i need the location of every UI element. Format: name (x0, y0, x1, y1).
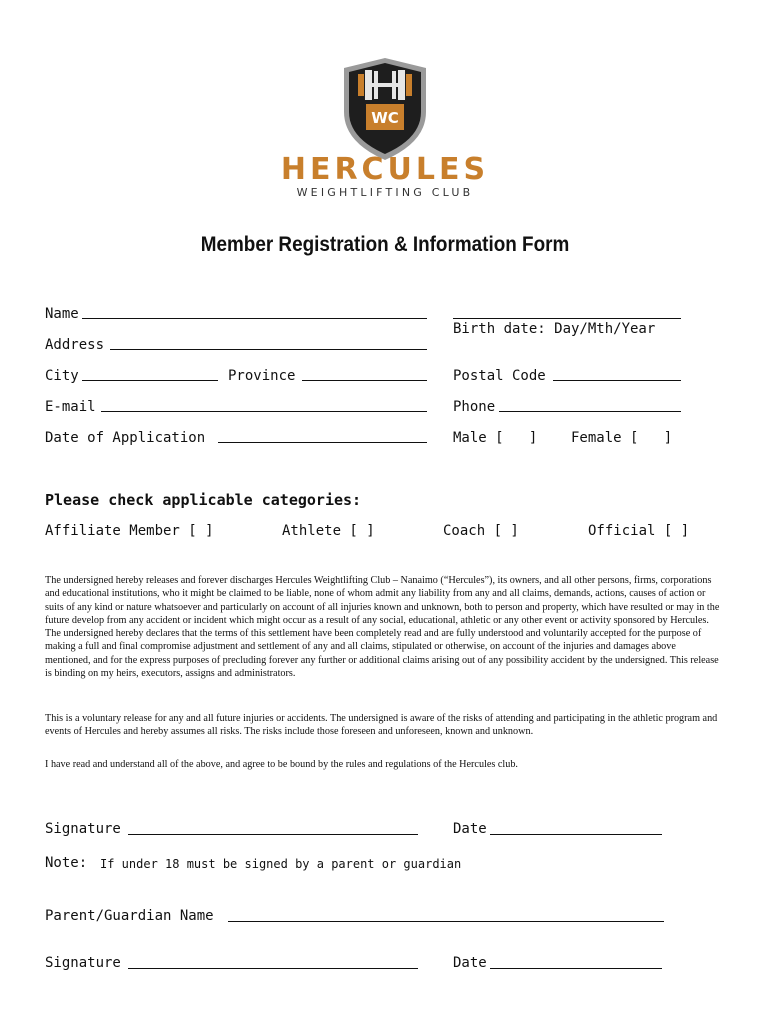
guardian-date-label: Date (453, 955, 487, 971)
signature-label: Signature (45, 821, 121, 837)
email-field[interactable] (101, 411, 427, 412)
address-field[interactable] (110, 349, 427, 350)
male-checkbox[interactable]: Male [ ] (453, 430, 538, 446)
email-label: E-mail (45, 399, 96, 415)
province-field[interactable] (302, 380, 427, 381)
release-paragraph: The undersigned hereby releases and forever discharges Hercules Weightlifting Club – Nanaimo (“Hercules”), its owners, and all other persons, firms, corporations and educational institutions, who it might be claimed to be liable, none of whom admit any liability from any and all claims, demands, actions, causes of action or suits of any kind or nature whatsoever and particularly on account of all injuries known and unknown, both to person and property, which have resulted or may in the future develop from any accident or incident which might occur as a result of any social, educational, athletic or any other event or activity sponsored by Hercules. The undersigned hereby declares that the terms of this settlement have been completely read and are fully understood and voluntarily accepted for the purpose of making a full and final compromise adjustment and settlement of any and all claims, stipulated or otherwise, on account of the injuries and damages above mentioned, and for the express purposes of precluding forever any further or additional claims arising out of any possibility accident by the undersigned. This release is binding on my heirs, executors, assigns and administrators. (45, 575, 720, 680)
agreement-paragraph: I have read and understand all of the above, and agree to be bound by the rules and regulations of the Hercules club. (45, 759, 518, 770)
voluntary-release-paragraph: This is a voluntary release for any and all future injuries or accidents. The undersigned is aware of the risks of attending and participating in the athletic program and events of Hercules and hereby assumes all risks. The risks include those foreseen and unforeseen, known and unknown. (45, 713, 718, 738)
city-label: City (45, 368, 79, 384)
logo-initials: WC (371, 109, 399, 127)
phone-field[interactable] (499, 411, 681, 412)
brand-subtitle: WEIGHTLIFTING CLUB (296, 186, 474, 199)
guardian-date-field[interactable] (490, 968, 662, 969)
official-checkbox[interactable]: Official [ ] (588, 523, 690, 539)
postal-code-label: Postal Code (453, 368, 546, 384)
birth-date-field[interactable] (453, 318, 681, 319)
date-of-application-field[interactable] (218, 442, 427, 443)
date-field[interactable] (490, 834, 662, 835)
date-label: Date (453, 821, 487, 837)
birth-date-label: Birth date: Day/Mth/Year (453, 321, 656, 337)
address-label: Address (45, 337, 105, 353)
signature-field[interactable] (128, 834, 418, 835)
guardian-signature-label: Signature (45, 955, 121, 971)
coach-checkbox[interactable]: Coach [ ] (443, 523, 519, 539)
female-checkbox[interactable]: Female [ ] (571, 430, 673, 446)
phone-label: Phone (453, 399, 496, 415)
note-text: If under 18 must be signed by a parent or guardian (100, 857, 462, 871)
hercules-shield-logo (340, 56, 430, 162)
categories-heading: Please check applicable categories: (45, 491, 362, 509)
affiliate-member-checkbox[interactable]: Affiliate Member [ ] (45, 523, 214, 539)
brand-name: HERCULES (280, 152, 490, 187)
guardian-name-label: Parent/Guardian Name (45, 908, 214, 924)
city-field[interactable] (82, 380, 218, 381)
athlete-checkbox[interactable]: Athlete [ ] (282, 523, 375, 539)
note-label: Note: (45, 855, 88, 871)
form-title: Member Registration & Information Form (200, 233, 570, 256)
postal-code-field[interactable] (553, 380, 681, 381)
name-field[interactable] (82, 318, 427, 319)
province-label: Province (228, 368, 296, 384)
name-label: Name (45, 306, 79, 322)
guardian-name-field[interactable] (228, 921, 664, 922)
date-of-application-label: Date of Application (45, 430, 206, 446)
guardian-signature-field[interactable] (128, 968, 418, 969)
